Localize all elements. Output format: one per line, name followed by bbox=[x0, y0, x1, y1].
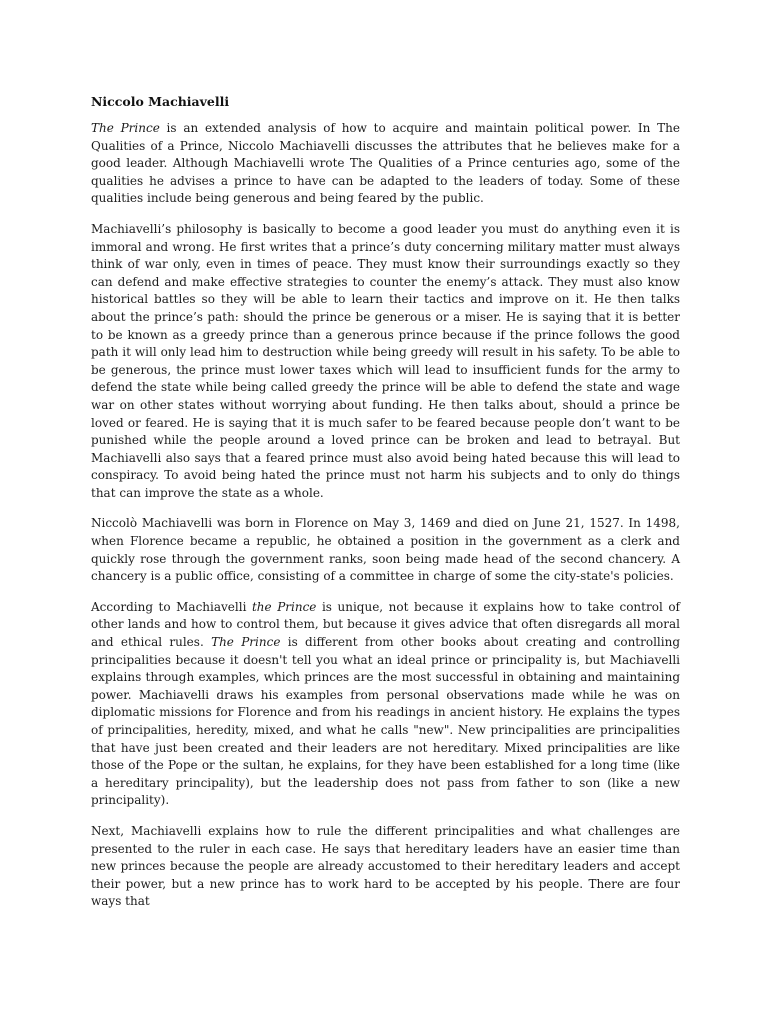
italic-book-title: The Prince bbox=[211, 635, 281, 650]
paragraph-text: is an extended analysis of how to acquire and maintain political power. In The Qualities of a Prince, Niccolo Machiavelli discusses the attributes that he believes make for a good leader. Although Machiavelli wrote The Qualities of a Prince centuries ago, some of the qualities he advises a prince to have can be adapted to the leaders of today. Some of these qualities include being generous and being feared by the public. bbox=[91, 121, 680, 206]
italic-book-title: The Prince bbox=[91, 121, 160, 135]
paragraph-text: is unique, not because it explains how to take control of other lands and how to control them, but because it gives advice that often disregards all moral and ethical rules. bbox=[91, 599, 680, 650]
document-body bbox=[91, 92, 680, 924]
document-title: Niccolo Machiavelli bbox=[91, 94, 230, 109]
paragraph-biography: Niccolò Machiavelli was born in Florence on May 3, 1469 and died on June 21, 1527. In 1498, when Florence became a republic, he obtained a position in the government as a clerk and quickly rose through the government ranks, soon being made head of the second chancery. A chancery is a public office, consisting of a committee in charge of some the city-state's policies. bbox=[91, 516, 680, 584]
paragraph-ruling: Next, Machiavelli explains how to rule the different principalities and what challenges are presented to the ruler in each case. He says that hereditary leaders have an easier time than new princes because the people are already accustomed to their hereditary leaders and accept their power, but a new prince has to work hard to be accepted by his people. There are four ways that bbox=[91, 823, 680, 909]
italic-book-title: the Prince bbox=[251, 599, 317, 614]
paragraph-philosophy: Machiavelli’s philosophy is basically to become a good leader you must do anything even it is immoral and wrong. He first writes that a prince’s duty concerning military matter must always think of war only, even in times of peace. They must know their surroundings exactly so they can defend and make effective strategies to counter the enemy’s attack. They must also know historical battles so they will be able to learn their tactics and improve on it. He then talks about the prince’s path: should the prince be generous or a miser. He is saying that it is better to be known as a greedy prince than a generous prince because if the prince follows the good path it will only lead him to destruction while being greedy will result in his safety. To be able to be generous, the prince must lower taxes which will lead to insufficient funds for the army to defend the state while being called greedy the prince will be able to defend the state and wage war on other states without worrying about funding. He then talks about, should a prince be loved or feared. He is saying that it is much safer to be feared because people don’t want to be punished while the people around a loved prince can be broken and lead to betrayal. But Machiavelli also says that a feared prince must also avoid being hated because this will lead to conspiracy. To avoid being hated the prince must not harm his subjects and to only do things that can improve the state as a whole. bbox=[91, 221, 680, 500]
paragraph-uniqueness bbox=[91, 599, 680, 810]
paragraph-text: is different from other books about creating and controlling principalities because it doesn't tell you what an ideal prince or principality is, but Machiavelli explains through examples, which princes are the most successful in obtaining and maintaining power. Machiavelli draws his examples from personal observations made while he was on diplomatic missions for Florence and from his readings in ancient history. He explains the types of principalities, heredity, mixed, and what he calls "new". New principalities are principalities that have just been created and their leaders are not hereditary. Mixed principalities are like those of the Pope or the sultan, he explains, for they have been established for a long time (like a hereditary principality), but the leadership does not pass from father to son (like a new principality). bbox=[91, 635, 681, 808]
paragraph-intro bbox=[91, 120, 680, 208]
paragraph-text: According to Machiavelli bbox=[91, 599, 252, 614]
